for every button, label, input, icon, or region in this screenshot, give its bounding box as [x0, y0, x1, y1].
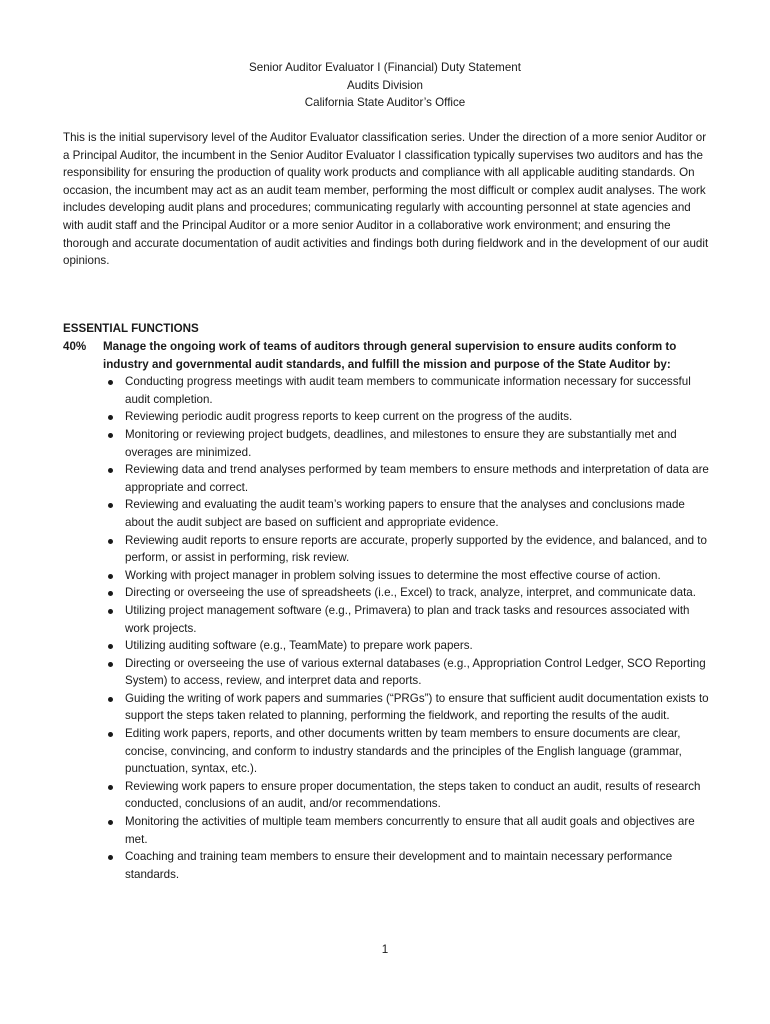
duty-item: Directing or overseeing the use of various external databases (e.g., Appropriation Control Ledger, SCO Reporting System) to access, review, and interpret data and reports.	[125, 655, 710, 690]
essential-function-block	[63, 338, 711, 883]
duty-item: Reviewing and evaluating the audit team’s working papers to ensure that the analyses and conclusions made about the audit subject are based on sufficient and appropriate evidence.	[125, 496, 710, 531]
duty-item: Monitoring the activities of multiple team members concurrently to ensure that all audit goals and objectives are met.	[125, 813, 710, 848]
function-percent: 40%	[63, 340, 87, 353]
function-heading: Manage the ongoing work of teams of auditors through general supervision to ensure audits conform to industry and governmental audit standards, and fulfill the mission and purpose of the State Auditor by:	[103, 340, 677, 371]
header-division: Audits Division	[346, 78, 424, 92]
duty-item: Reviewing work papers to ensure proper documentation, the steps taken to conduct an audit, results of research conducted, conclusions of an audit, and/or recommendations.	[125, 778, 710, 813]
header-office: California State Auditor’s Office	[304, 96, 466, 110]
duty-item: Editing work papers, reports, and other documents written by team members to ensure documents are clear, concise, convincing, and conform to industry standards and the principles of the English language (grammar, punctuation, syntax, etc.).	[125, 725, 710, 778]
duty-item: Guiding the writing of work papers and summaries (“PRGs”) to ensure that sufficient audit documentation exists to support the steps taken related to planning, performing the fieldwork, and reporting the results of the audit.	[125, 690, 710, 725]
intro-paragraph: This is the initial supervisory level of the Auditor Evaluator classification series. Under the direction of a more senior Auditor or a Principal Auditor, the incumbent in the Senior Auditor Evaluator I classification typically supervises two auditors and has the responsibility for ensuring the production of quality work products and compliance with all applicable auditing standards. On occasion, the incumbent may act as an audit team member, performing the most difficult or complex audit analyses. The work includes developing audit plans and procedures; communicating regularly with accounting personnel at state agencies and with audit staff and the Principal Auditor or a more senior Auditor in a collaborative work environment; and ensuring the thorough and accurate documentation of audit activities and findings both during fieldwork and in the development of our audit opinions.	[63, 131, 709, 268]
duty-item: Working with project manager in problem solving issues to determine the most effective course of action.	[125, 567, 710, 585]
duty-item: Directing or overseeing the use of spreadsheets (i.e., Excel) to track, analyze, interpret, and communicate data.	[125, 584, 710, 602]
duties-list	[125, 373, 710, 883]
header-title: Senior Auditor Evaluator I (Financial) Duty Statement	[249, 61, 521, 74]
section-title: ESSENTIAL FUNCTIONS	[63, 322, 199, 335]
duty-item: Utilizing project management software (e.g., Primavera) to plan and track tasks and resources associated with work projects.	[125, 602, 710, 637]
page-number: 1	[381, 943, 389, 956]
duty-item: Coaching and training team members to ensure their development and to maintain necessary performance standards.	[125, 848, 710, 883]
duty-item: Reviewing audit reports to ensure reports are accurate, properly supported by the evidence, and balanced, and to perform, or assist in performing, risk review.	[125, 532, 710, 567]
duty-item: Conducting progress meetings with audit team members to communicate information necessary for successful audit completion.	[125, 373, 710, 408]
duty-item: Reviewing data and trend analyses performed by team members to ensure methods and interpretation of data are appropriate and correct.	[125, 461, 710, 496]
duty-item: Utilizing auditing software (e.g., TeamMate) to prepare work papers.	[125, 637, 710, 655]
duty-item: Monitoring or reviewing project budgets, deadlines, and milestones to ensure they are substantially met and overages are minimized.	[125, 426, 710, 461]
duty-item: Reviewing periodic audit progress reports to keep current on the progress of the audits.	[125, 408, 710, 426]
document-header	[0, 59, 770, 112]
